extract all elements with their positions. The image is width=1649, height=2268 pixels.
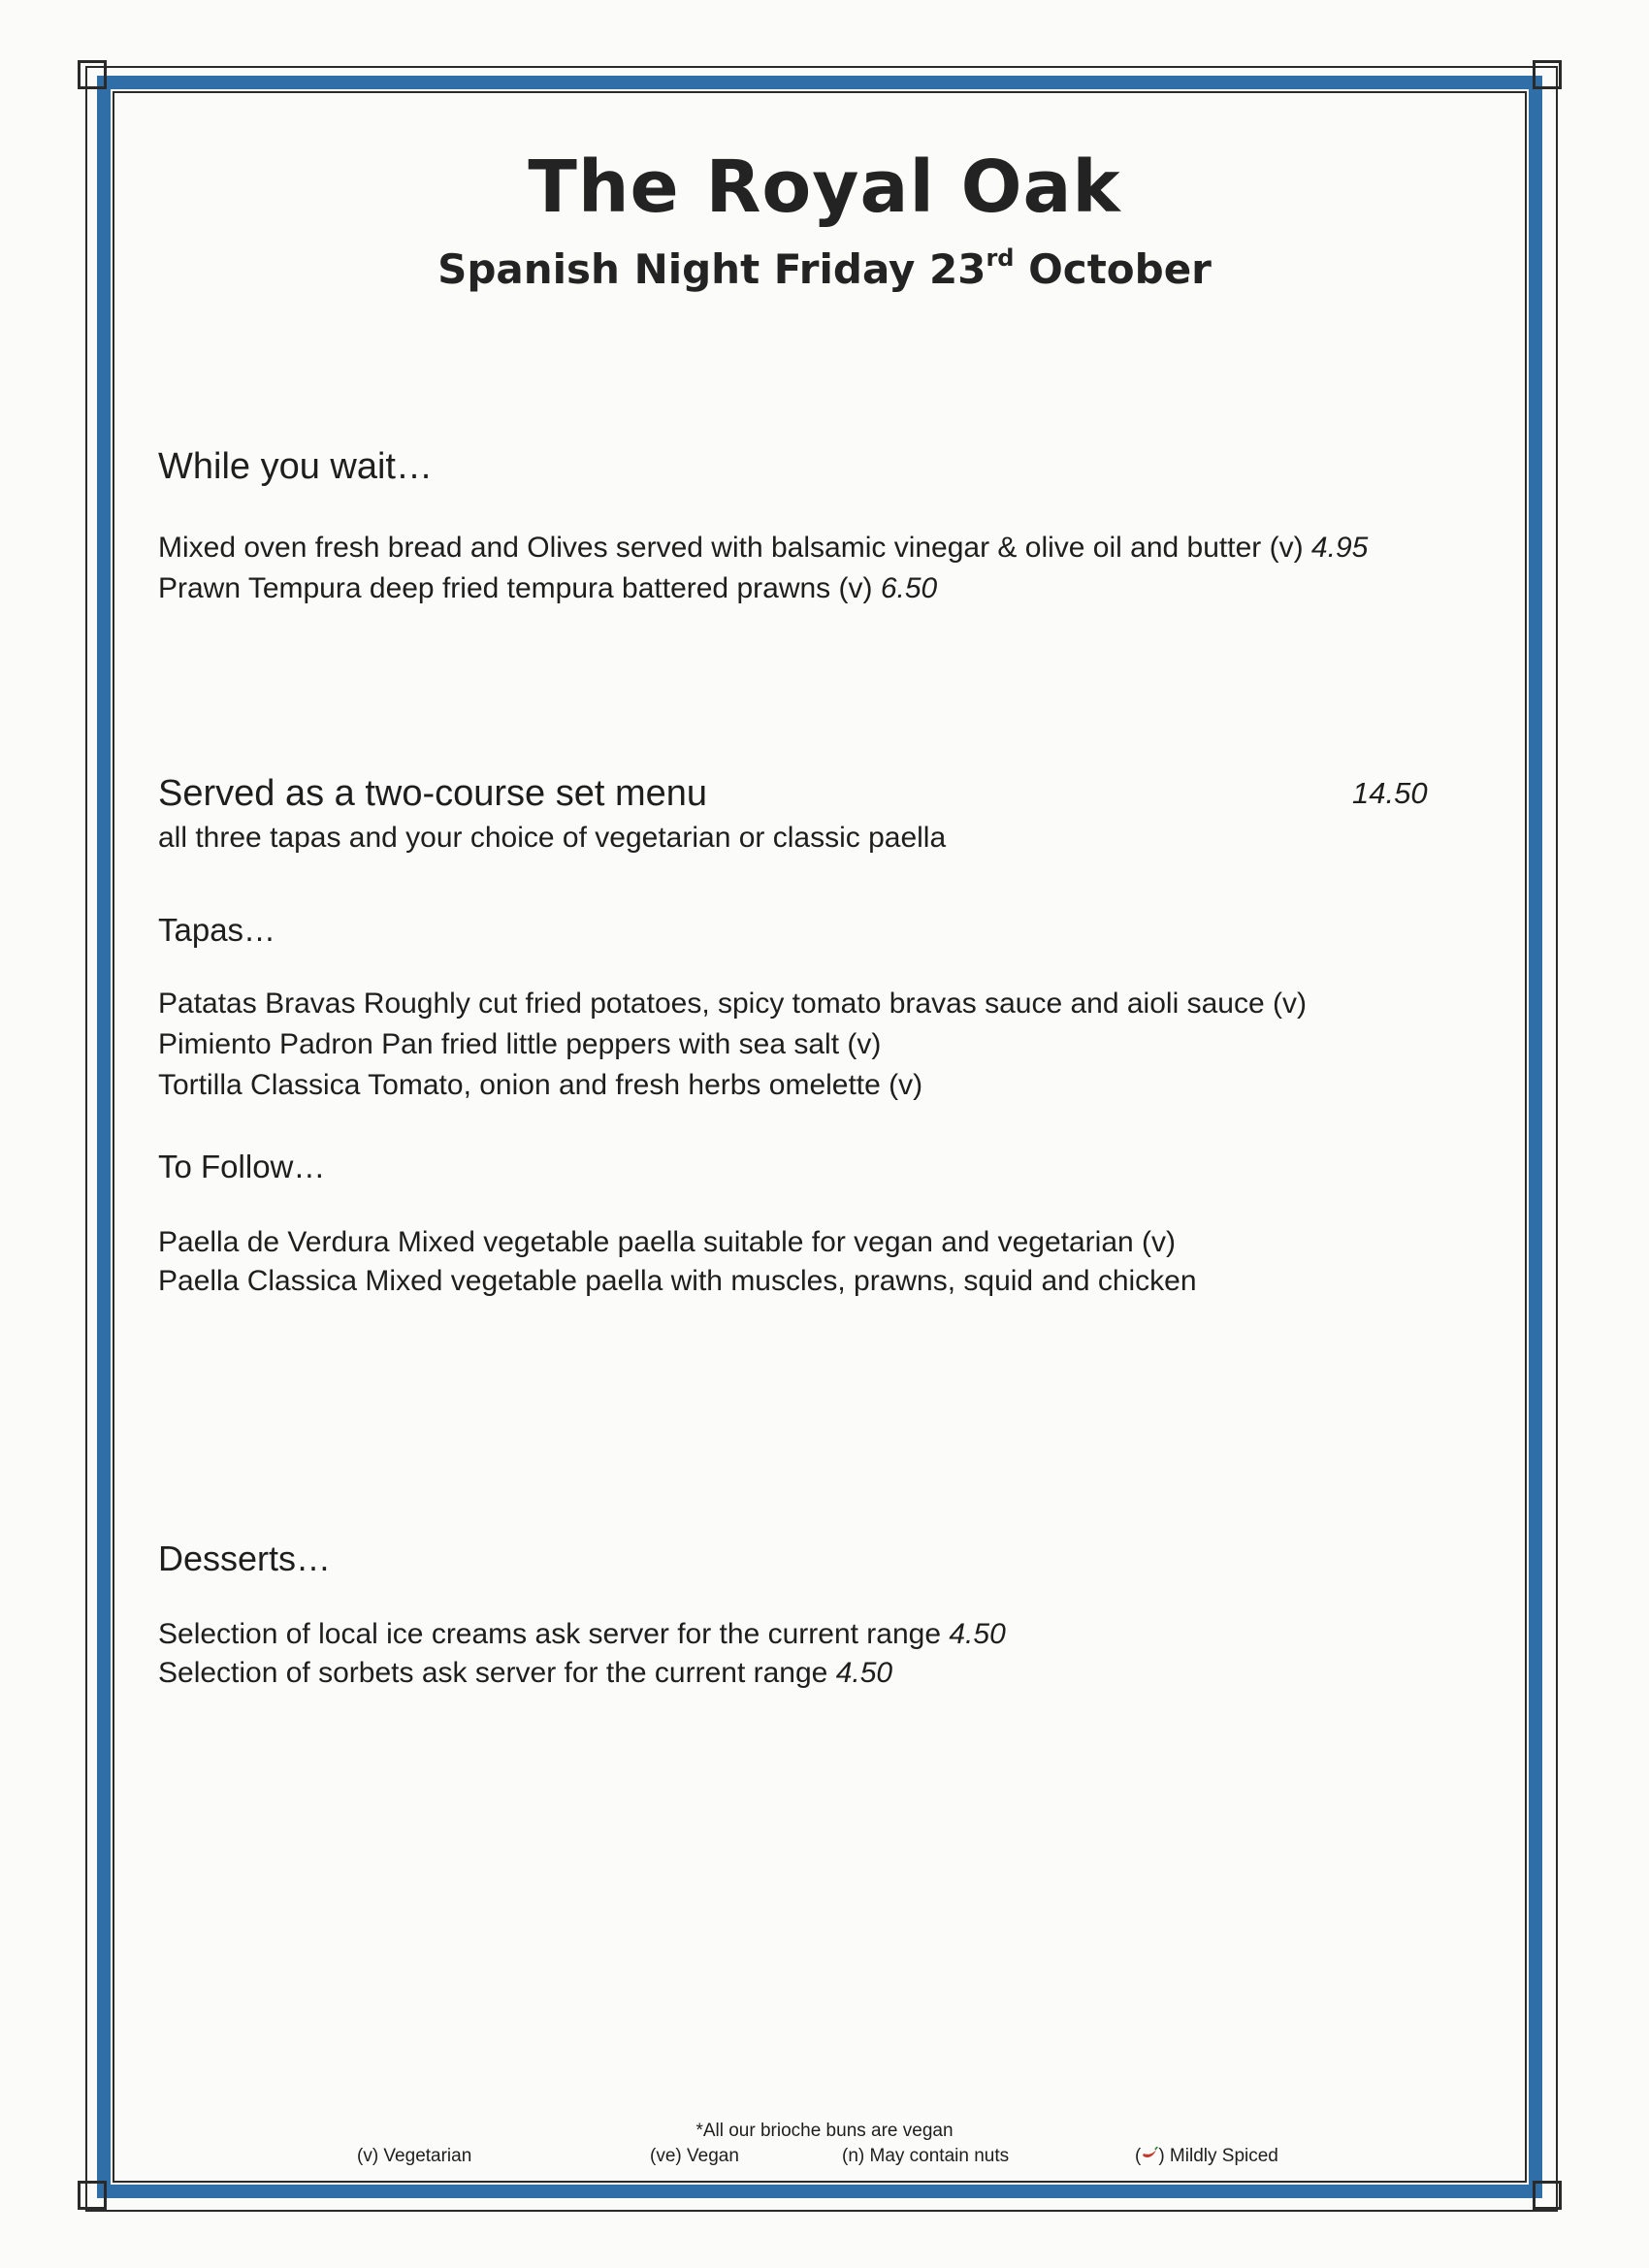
event-subtitle-prefix: Spanish Night Friday 23 (437, 245, 986, 293)
set-menu-price: 14.50 (1352, 776, 1428, 810)
chili-pepper-icon (1141, 2146, 1158, 2166)
menu-item (158, 1265, 1197, 1298)
section-heading-set-menu: Served as a two-course set menu (158, 773, 708, 814)
menu-item (158, 532, 1368, 565)
menu-item (158, 988, 1307, 1021)
menu-item-name: Mixed oven fresh bread and Olives (158, 532, 608, 564)
menu-item (158, 1069, 922, 1102)
menu-item-name: Paella de Verdura (158, 1226, 390, 1258)
section-heading-tapas: Tapas… (158, 912, 276, 948)
menu-item-name: Tortilla Classica (158, 1069, 361, 1101)
legend-vegetarian: (v) Vegetarian (357, 2146, 472, 2166)
set-menu-description: all three tapas and your choice of vegetarian or classic paella (158, 822, 947, 854)
legend-spiced-close: ) Mildly Spiced (1158, 2146, 1278, 2166)
event-subtitle-ordinal: rd (986, 244, 1015, 272)
menu-item-desc: ask server for the current range (527, 1618, 950, 1650)
event-subtitle (0, 244, 1649, 293)
menu-item-desc: Pan fried little peppers with sea salt (v) (372, 1028, 882, 1060)
menu-item-desc: Mixed vegetable paella suitable for vegan and vegetarian (v) (389, 1226, 1177, 1258)
menu-item (158, 1226, 1176, 1259)
menu-item-name: Paella Classica (158, 1265, 358, 1297)
menu-item-name: Prawn Tempura (158, 572, 362, 604)
section-heading-to-follow: To Follow… (158, 1149, 326, 1184)
menu-item-price: 6.50 (880, 572, 938, 604)
menu-item-desc: deep fried tempura battered prawns (v) (361, 572, 881, 604)
menu-item (158, 1028, 881, 1061)
menu-item-price: 4.95 (1310, 532, 1369, 564)
restaurant-title: The Royal Oak (528, 146, 1121, 229)
legend-nuts: (n) May contain nuts (842, 2146, 1010, 2166)
menu-item (158, 572, 937, 605)
menu-item-name: Selection of sorbets (158, 1657, 414, 1689)
event-subtitle-suffix: October (1014, 245, 1212, 293)
footer-note: *All our brioche buns are vegan (695, 2121, 954, 2141)
section-heading-desserts: Desserts… (158, 1539, 332, 1578)
section-heading-while-you-wait: While you wait… (158, 446, 433, 487)
menu-item (158, 1657, 892, 1690)
menu-item-price: 4.50 (949, 1618, 1006, 1650)
menu-item-price: 4.50 (835, 1657, 893, 1689)
legend-spiced-open: ( (1135, 2146, 1142, 2166)
menu-item-name: Patatas Bravas (158, 988, 356, 1020)
menu-item-name: Selection of local ice creams (158, 1618, 528, 1650)
menu-item-desc: served with balsamic vinegar & olive oil and butter (v) (607, 532, 1311, 564)
menu-item-desc: Tomato, onion and fresh herbs omelette (v) (360, 1069, 923, 1101)
menu-item (158, 1618, 1006, 1651)
menu-item-desc: ask server for the current range (413, 1657, 836, 1689)
menu-item-desc: Roughly cut fried potatoes, spicy tomato bravas sauce and aioli sauce (v) (355, 988, 1307, 1020)
menu-item-desc: Mixed vegetable paella with muscles, prawns, squid and chicken (357, 1265, 1197, 1297)
legend-vegan: (ve) Vegan (650, 2146, 739, 2166)
menu-item-name: Pimiento Padron (158, 1028, 373, 1060)
legend-mildly-spiced (1135, 2146, 1278, 2167)
